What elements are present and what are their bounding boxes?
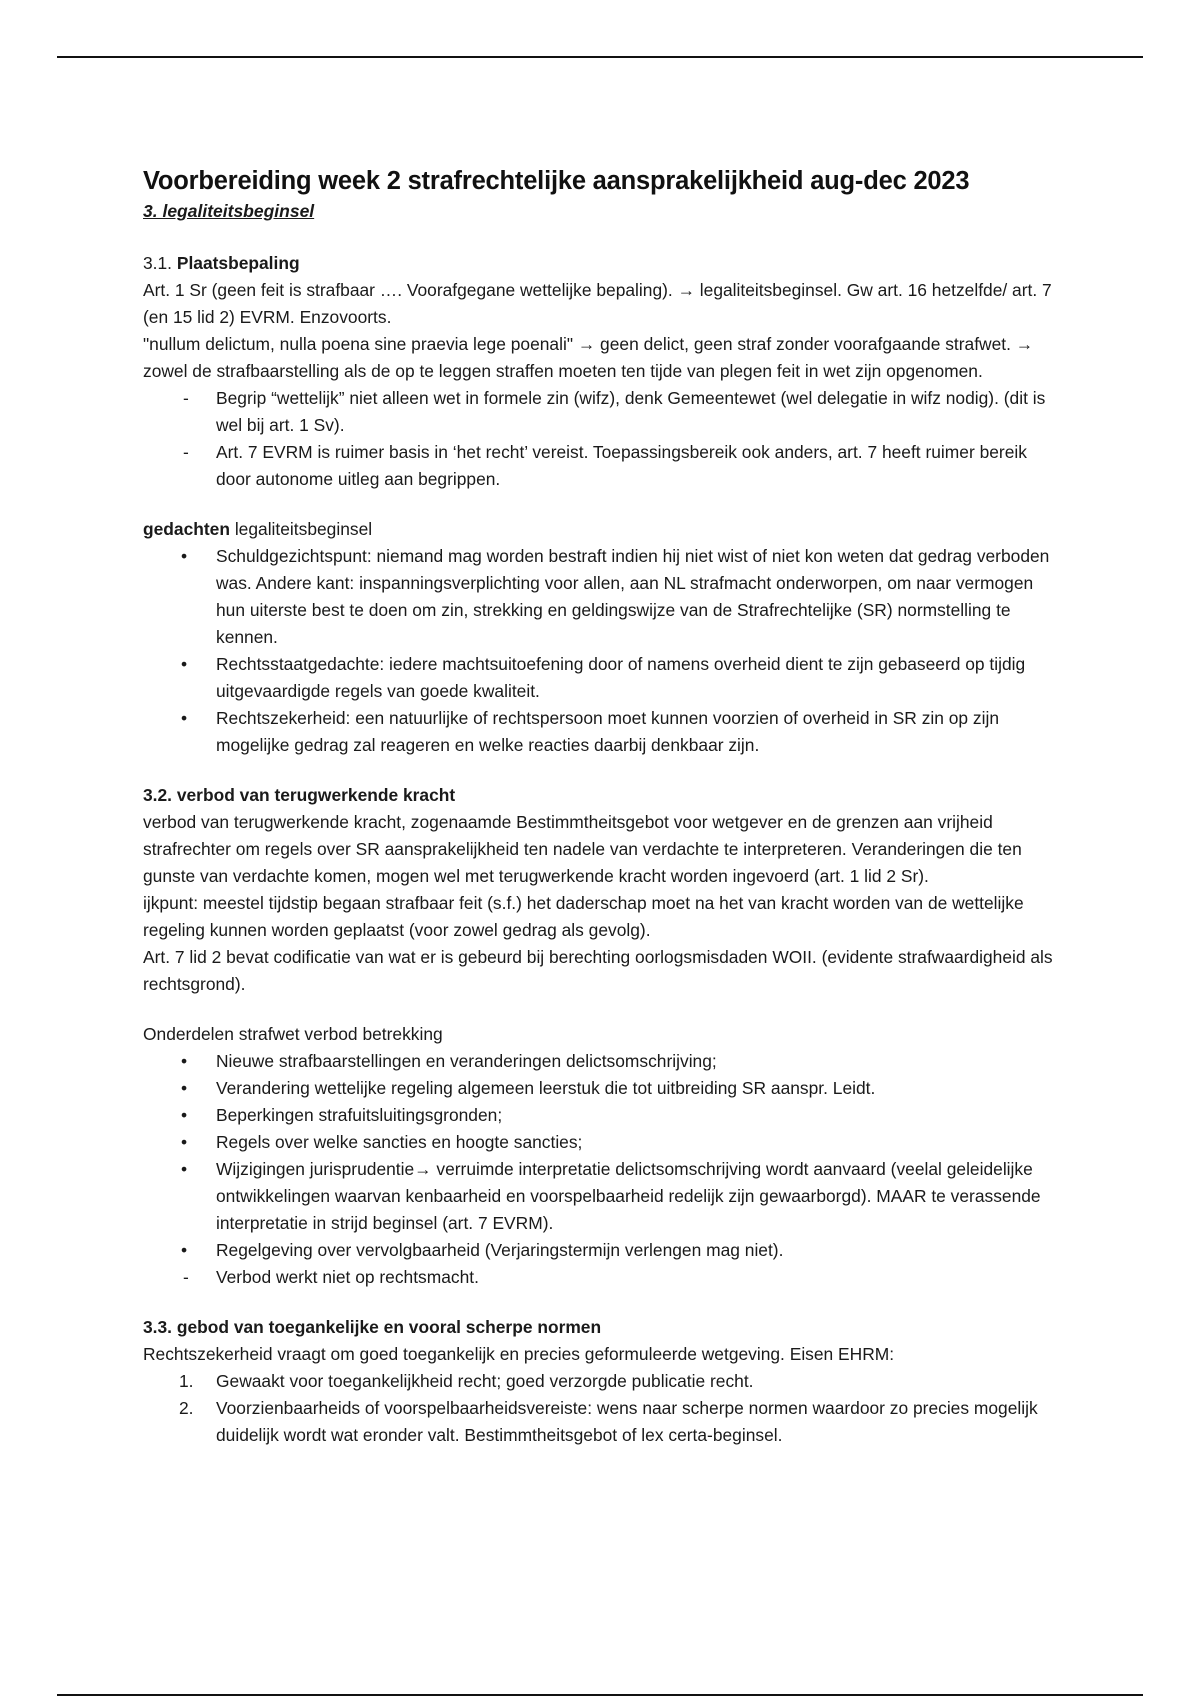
- bullet-marker: •: [181, 1132, 188, 1152]
- bullet-marker: •: [181, 1159, 188, 1179]
- list-item: - Begrip “wettelijk” niet alleen wet in formele zin (wifz), denk Gemeentewet (wel delegatie in wifz nodig). (dit is wel bij art. 1 Sv).: [143, 385, 1063, 439]
- chapter-subtitle: 3. legaliteitsbeginsel: [143, 201, 315, 221]
- onderdelen-list: [143, 1048, 1063, 1291]
- bullet-marker: •: [181, 1051, 188, 1071]
- section-3-2-heading: 3.2. verbod van terugwerkende kracht: [143, 785, 456, 805]
- header-rule: [57, 56, 1143, 58]
- bullet-marker: •: [181, 1240, 188, 1260]
- list-item: • Regelgeving over vervolgbaarheid (Verjaringstermijn verlengen mag niet).: [143, 1237, 1063, 1264]
- section-3-1-paragraph: Art. 1 Sr (geen feit is strafbaar …. Voorafgegane wettelijke bepaling). → legaliteitsbeginsel. Gw art. 16 hetzelfde/ art. 7 (en 15 lid 2) EVRM. Enzovoorts.: [143, 280, 1052, 327]
- footer-rule: [57, 1694, 1143, 1696]
- bullet-marker: •: [181, 1105, 188, 1125]
- number-marker: 2.: [179, 1398, 194, 1418]
- list-item: • Nieuwe strafbaarstellingen en veranderingen delictsomschrijving;: [143, 1048, 1063, 1075]
- dash-marker: -: [183, 388, 189, 408]
- section-3-2-paragraph: verbod van terugwerkende kracht, zogenaamde Bestimmtheitsgebot voor wetgever en de grenzen aan vrijheid strafrechter om regels over SR aansprakelijkheid ten nadele van verdachte te interpreteren. Veranderingen die ten gunste van verdachte komen, mogen wel met terugwerkende kracht worden ingevoerd (art. 1 lid 2 Sr).: [143, 812, 1022, 886]
- list-item: • Regels over welke sancties en hoogte sancties;: [143, 1129, 1063, 1156]
- list-item: 1. Gewaakt voor toegankelijkheid recht; goed verzorgde publicatie recht.: [143, 1368, 1063, 1395]
- gedachten-heading: gedachten legaliteitsbeginsel: [143, 519, 373, 539]
- section-3-1-heading: 3.1. Plaatsbepaling: [143, 253, 300, 273]
- dash-marker: -: [183, 442, 189, 462]
- bullet-marker: •: [181, 1078, 188, 1098]
- list-item: 2. Voorzienbaarheids of voorspelbaarheidsvereiste: wens naar scherpe normen waardoor zo precies mogelijk duidelijk wordt wat eronder valt. Bestimmtheitsgebot of lex certa-beginsel.: [143, 1395, 1063, 1449]
- bullet-marker: •: [181, 546, 188, 566]
- gedachten-list: [143, 543, 1063, 759]
- section-3-3-paragraph: Rechtszekerheid vraagt om goed toegankelijk en precies geformuleerde wetgeving. Eisen EHRM:: [143, 1344, 895, 1364]
- section-3-3-list: [143, 1368, 1063, 1449]
- number-marker: 1.: [179, 1371, 194, 1391]
- dash-marker: -: [183, 1267, 189, 1287]
- list-item: • Schuldgezichtspunt: niemand mag worden bestraft indien hij niet wist of niet kon weten dat gedrag verboden was. Andere kant: inspanningsverplichting voor allen, aan NL strafmacht onderworpen, om naar vermogen hun uiterste best te doen om zin, strekking en geldingswijze van de Strafrechtelijke (SR) normstelling te kennen.: [143, 543, 1063, 651]
- list-item: • Verandering wettelijke regeling algemeen leerstuk die tot uitbreiding SR aanspr. Leidt.: [143, 1075, 1063, 1102]
- list-item: • Rechtsstaatgedachte: iedere machtsuitoefening door of namens overheid dient te zijn gebaseerd op tijdig uitgevaardigde regels van goede kwaliteit.: [143, 651, 1063, 705]
- document-title: Voorbereiding week 2 strafrechtelijke aansprakelijkheid aug-dec 2023: [143, 167, 970, 195]
- bullet-marker: •: [181, 708, 188, 728]
- section-3-2-paragraph: ijkpunt: meestel tijdstip begaan strafbaar feit (s.f.) het daderschap moet na het van kracht worden van de wettelijke regeling kunnen worden geplaatst (voor zowel gedrag als gevolg).: [143, 893, 1024, 940]
- section-3-1-paragraph: "nullum delictum, nulla poena sine praevia lege poenali" → geen delict, geen straf zonder voorafgaande strafwet. → zowel de strafbaarstelling als de op te leggen straffen moeten ten tijde van plegen feit in wet zijn opgenomen.: [143, 334, 1034, 381]
- section-3-1-list: [143, 385, 1063, 493]
- list-item: - Verbod werkt niet op rechtsmacht.: [143, 1264, 1063, 1291]
- list-item: • Rechtszekerheid: een natuurlijke of rechtspersoon moet kunnen voorzien of overheid in SR zin op zijn mogelijke gedrag zal reageren en welke reacties daarbij denkbaar zijn.: [143, 705, 1063, 759]
- onderdelen-heading: Onderdelen strafwet verbod betrekking: [143, 1024, 443, 1044]
- list-item: - Art. 7 EVRM is ruimer basis in ‘het recht’ vereist. Toepassingsbereik ook anders, art. 7 heeft ruimer bereik door autonome uitleg aan begrippen.: [143, 439, 1063, 493]
- section-3-2-paragraph: Art. 7 lid 2 bevat codificatie van wat er is gebeurd bij berechting oorlogsmisdaden WOII. (evidente strafwaardigheid als rechtsgrond).: [143, 947, 1053, 994]
- bullet-marker: •: [181, 654, 188, 674]
- document-page: [143, 164, 1063, 1449]
- section-3-3-heading: 3.3. gebod van toegankelijke en vooral scherpe normen: [143, 1317, 602, 1337]
- list-item: • Beperkingen strafuitsluitingsgronden;: [143, 1102, 1063, 1129]
- list-item: • Wijzigingen jurisprudentie→ verruimde interpretatie delictsomschrijving wordt aanvaard (veelal geleidelijke ontwikkelingen waarvan kenbaarheid en voorspelbaarheid redelijk zijn gewaarborgd). MAAR te verassende interpretatie in strijd beginsel (art. 7 EVRM).: [143, 1156, 1063, 1237]
